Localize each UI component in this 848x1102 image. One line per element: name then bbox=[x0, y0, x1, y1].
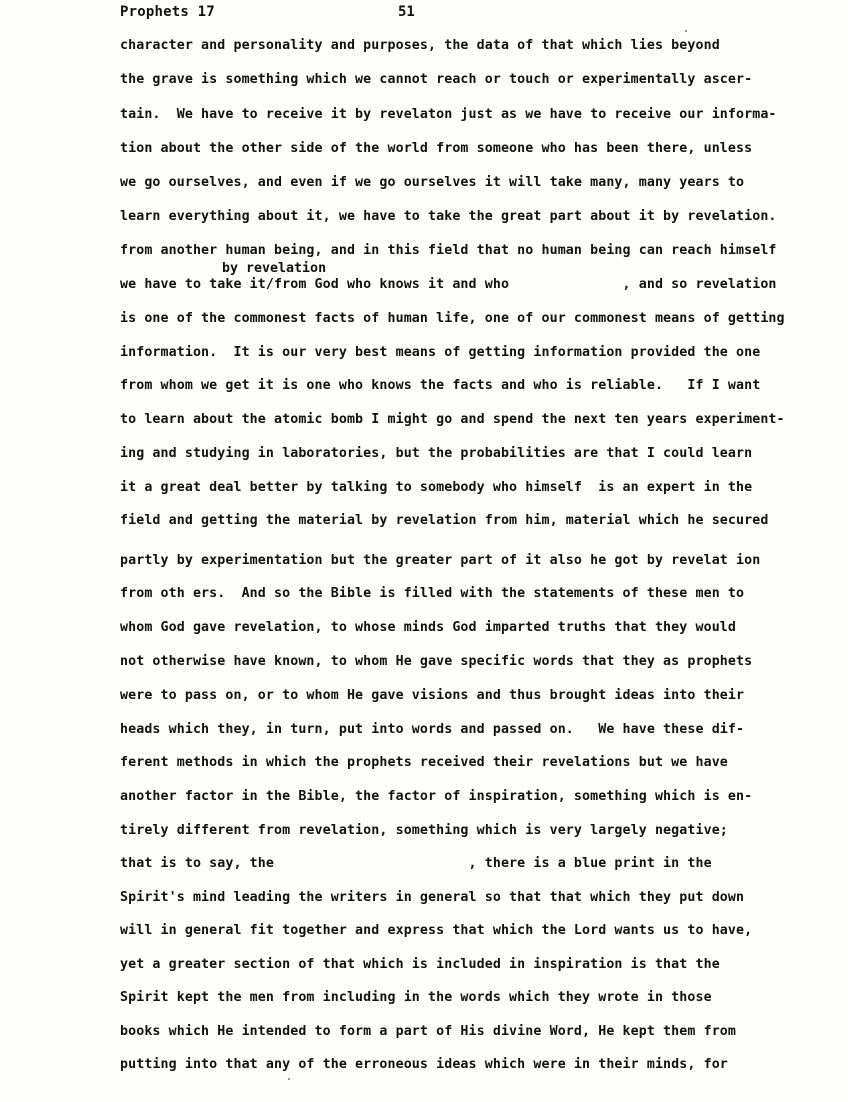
text-line: the grave is something which we cannot reach or touch or experimentally ascer- bbox=[120, 72, 753, 87]
text-line: heads which they, in turn, put into words and passed on. We have these dif- bbox=[120, 722, 745, 737]
text-line: another factor in the Bible, the factor of inspiration, something which is en- bbox=[120, 789, 753, 804]
text-line: it a great deal better by talking to somebody who himself is an expert in the bbox=[120, 480, 753, 495]
text-line: not otherwise have known, to whom He gave specific words that they as prophets bbox=[120, 654, 753, 669]
text-line: partly by experimentation but the greater part of it also he got by revelat ion bbox=[120, 553, 761, 568]
text-line: tirely different from revelation, something which is very largely negative; bbox=[120, 823, 728, 838]
text-line: ferent methods in which the prophets received their revelations but we have bbox=[120, 755, 728, 770]
text-line: Spirit's mind leading the writers in general so that that which they put down bbox=[120, 890, 745, 905]
text-line: were to pass on, or to whom He gave visions and thus brought ideas into their bbox=[120, 688, 745, 703]
page-number: 51 bbox=[398, 4, 415, 20]
interlinear-insertion: by revelation bbox=[222, 261, 327, 276]
text-line: Spirit kept the men from including in the words which they wrote in those bbox=[120, 990, 712, 1005]
text-line: yet a greater section of that which is included in inspiration is that the bbox=[120, 957, 720, 972]
text-line: to learn about the atomic bomb I might go and spend the next ten years experiment- bbox=[120, 412, 785, 427]
paper-speck bbox=[288, 1078, 290, 1080]
text-line: we have to take it/from God who knows it and who , and so revelation bbox=[120, 277, 777, 292]
text-line: books which He intended to form a part of His divine Word, He kept them from bbox=[120, 1024, 737, 1039]
text-line: from oth ers. And so the Bible is filled with the statements of these men to bbox=[120, 586, 745, 601]
text-line: we go ourselves, and even if we go ourselves it will take many, many years to bbox=[120, 175, 745, 190]
text-line: that is to say, the , there is a blue print in the bbox=[120, 856, 712, 871]
text-line: field and getting the material by revelation from him, material which he secured bbox=[120, 513, 769, 528]
text-line: will in general fit together and express that which the Lord wants us to have, bbox=[120, 923, 753, 938]
paper-speck bbox=[685, 30, 687, 32]
text-line: from another human being, and in this field that no human being can reach himself bbox=[120, 243, 777, 258]
document-header-title: Prophets 17 bbox=[120, 4, 215, 20]
text-line: whom God gave revelation, to whose minds God imparted truths that they would bbox=[120, 620, 737, 635]
text-line: tion about the other side of the world from someone who has been there, unless bbox=[120, 141, 753, 156]
text-line: ing and studying in laboratories, but the probabilities are that I could learn bbox=[120, 446, 753, 461]
text-line: tain. We have to receive it by revelaton just as we have to receive our informa- bbox=[120, 107, 777, 122]
text-line: learn everything about it, we have to take the great part about it by revelation. bbox=[120, 209, 777, 224]
text-line: is one of the commonest facts of human life, one of our commonest means of getting bbox=[120, 311, 785, 326]
text-line: information. It is our very best means of getting information provided the one bbox=[120, 345, 761, 360]
text-line: putting into that any of the erroneous ideas which were in their minds, for bbox=[120, 1057, 728, 1072]
text-line: character and personality and purposes, the data of that which lies beyond bbox=[120, 38, 720, 53]
text-line: from whom we get it is one who knows the facts and who is reliable. If I want bbox=[120, 378, 761, 393]
